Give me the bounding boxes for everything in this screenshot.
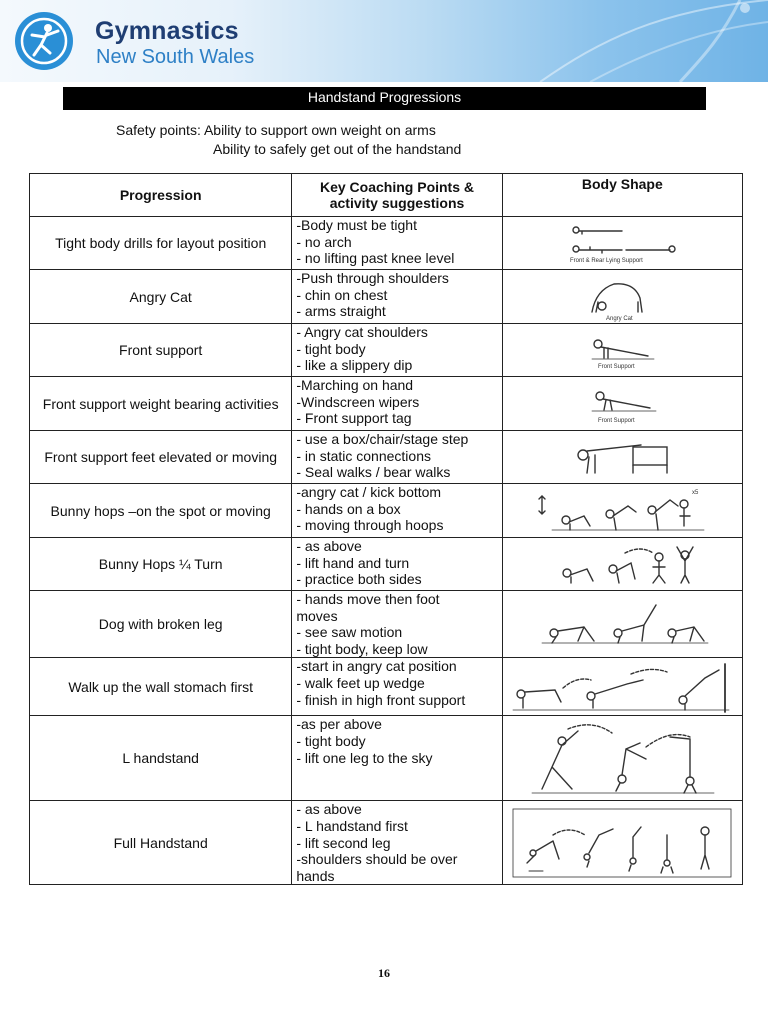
key-point: moves	[296, 607, 338, 624]
table-row	[30, 591, 743, 658]
table-row	[30, 217, 743, 270]
key-points-cell	[292, 377, 502, 431]
key-point: - L handstand first	[296, 817, 408, 834]
header-key-points-line1: Key Coaching Points &	[319, 179, 475, 195]
body-shape-cell	[502, 538, 742, 591]
lying-support-illustration	[562, 220, 682, 266]
front-support-weight-bearing-illustration	[582, 382, 662, 426]
walk-up-wall-illustration	[507, 660, 737, 714]
key-point: hands	[296, 867, 335, 884]
body-shape-cell	[502, 484, 742, 538]
key-point: - no arch	[296, 233, 352, 250]
key-point: - see saw motion	[296, 624, 403, 641]
key-point: - Angry cat shoulders	[296, 324, 428, 340]
progression-cell: Bunny hops –on the spot or moving	[30, 484, 292, 538]
key-point: - arms straight	[296, 303, 386, 320]
key-points-cell	[292, 538, 502, 591]
table-row	[30, 270, 743, 324]
key-point: - finish in high front support	[296, 691, 466, 708]
key-point: - as above	[296, 801, 362, 818]
body-shape-cell	[502, 591, 742, 658]
page-title: Handstand Progressions	[63, 87, 706, 110]
body-shape-cell	[502, 716, 742, 801]
key-points-cell	[292, 431, 502, 484]
full-handstand-illustration	[509, 805, 735, 881]
illustration-caption: Front Support	[598, 364, 635, 370]
body-shape-cell	[502, 270, 742, 324]
progression-cell: Angry Cat	[30, 270, 292, 324]
progression-cell: Front support feet elevated or moving	[30, 431, 292, 484]
key-point: - hands on a box	[296, 500, 401, 517]
key-point: - tight body, keep low	[296, 640, 428, 657]
bunny-hops-illustration	[532, 486, 712, 536]
progression-cell: L handstand	[30, 716, 292, 801]
brand-subtitle: New South Wales	[96, 46, 255, 68]
key-point: -Body must be tight	[296, 217, 417, 233]
illustration-caption: Angry Cat	[606, 315, 633, 322]
progression-cell: Tight body drills for layout position	[30, 217, 292, 270]
body-shape-cell	[502, 658, 742, 716]
key-points-cell	[292, 716, 502, 801]
safety-line-1: Safety points: Ability to support own weight on arms	[116, 122, 436, 138]
key-point: -Windscreen wipers	[296, 393, 420, 410]
key-points-cell	[292, 658, 502, 716]
progression-cell: Front support weight bearing activities	[30, 377, 292, 431]
brand-name: Gymnastics	[95, 17, 239, 45]
safety-line-2: Ability to safely get out of the handstand	[213, 141, 462, 157]
table-row	[30, 716, 743, 801]
key-point: - practice both sides	[296, 571, 422, 588]
key-point: -start in angry cat position	[296, 658, 457, 675]
key-points-cell	[292, 270, 502, 324]
key-point: - moving through hoops	[296, 517, 444, 534]
key-point: - tight body	[296, 340, 366, 357]
illustration-caption: Front Support	[598, 417, 635, 424]
bunny-hops-quarter-turn-illustration	[537, 539, 707, 589]
key-point: - chin on chest	[296, 286, 388, 303]
gymnast-logo-icon	[14, 11, 74, 71]
angry-cat-illustration	[582, 272, 662, 322]
header-progression: Progression	[30, 174, 292, 217]
header-banner	[0, 0, 768, 82]
key-point: - Front support tag	[296, 410, 412, 427]
key-point: - use a box/chair/stage step	[296, 431, 469, 447]
key-point: - no lifting past knee level	[296, 250, 455, 267]
key-points-cell	[292, 217, 502, 270]
illustration-caption: x5	[692, 489, 699, 496]
dog-broken-leg-illustration	[532, 599, 712, 649]
header-body-shape: Body Shape	[502, 174, 742, 217]
table-row	[30, 538, 743, 591]
l-handstand-illustration	[522, 719, 722, 797]
key-points-cell	[292, 591, 502, 658]
key-point: -as per above	[296, 716, 382, 733]
key-points-cell	[292, 324, 502, 377]
key-point: - lift hand and turn	[296, 554, 410, 571]
table-row	[30, 801, 743, 885]
key-point: -shoulders should be over	[296, 851, 458, 868]
key-point: - Seal walks / bear walks	[296, 464, 451, 481]
key-points-cell	[292, 484, 502, 538]
key-point: - walk feet up wedge	[296, 674, 425, 691]
key-point: - lift second leg	[296, 834, 391, 851]
progression-cell: Walk up the wall stomach first	[30, 658, 292, 716]
table-row	[30, 324, 743, 377]
table-row	[30, 377, 743, 431]
key-point: - like a slippery dip	[296, 357, 413, 374]
front-support-illustration	[582, 328, 662, 372]
page-number: 16	[378, 966, 390, 980]
key-points-cell	[292, 801, 502, 885]
key-point: - hands move then foot	[296, 591, 440, 607]
progressions-table	[29, 173, 743, 885]
progression-cell: Front support	[30, 324, 292, 377]
feet-elevated-illustration	[567, 433, 677, 481]
key-point: -Push through shoulders	[296, 270, 449, 286]
key-point: - lift one leg to the sky	[296, 749, 433, 766]
progression-cell: Bunny Hops ¼ Turn	[30, 538, 292, 591]
body-shape-cell	[502, 377, 742, 431]
key-point: -Marching on hand	[296, 377, 414, 393]
progression-cell: Dog with broken leg	[30, 591, 292, 658]
illustration-caption: Front & Rear Lying Support	[570, 258, 644, 264]
body-shape-cell	[502, 217, 742, 270]
body-shape-cell	[502, 431, 742, 484]
table-row	[30, 658, 743, 716]
key-point: -angry cat / kick bottom	[296, 484, 442, 500]
table-row	[30, 484, 743, 538]
header-key-points	[292, 174, 502, 217]
body-shape-cell	[502, 801, 742, 885]
table-row	[30, 431, 743, 484]
table-header-row	[30, 174, 743, 217]
key-point: - in static connections	[296, 447, 431, 464]
key-point: - as above	[296, 538, 362, 554]
key-point: - tight body	[296, 732, 366, 749]
progression-cell: Full Handstand	[30, 801, 292, 885]
body-shape-cell	[502, 324, 742, 377]
header-key-points-line2: activity suggestions	[329, 195, 465, 211]
